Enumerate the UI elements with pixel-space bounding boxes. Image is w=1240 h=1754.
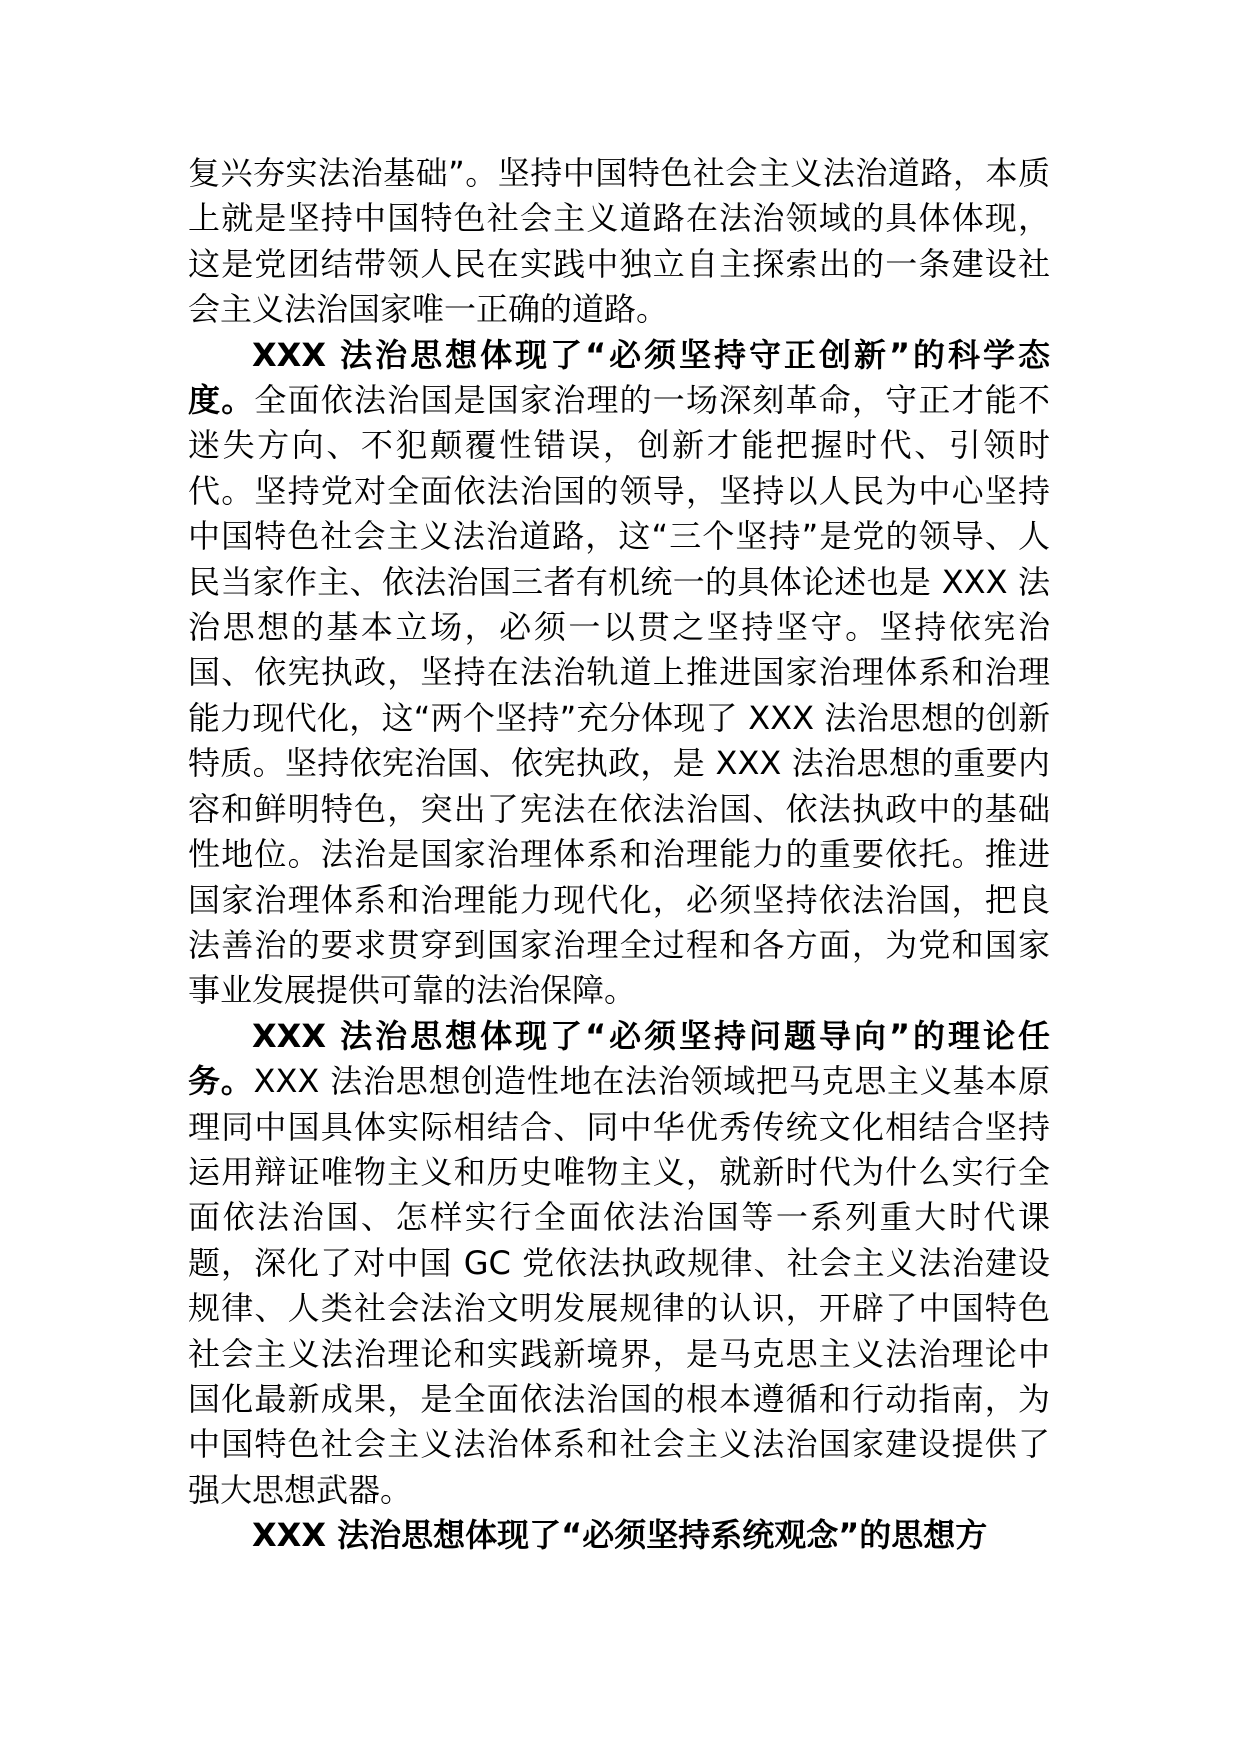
- paragraph-systems-concept: [188, 1513, 1050, 1558]
- paragraph-heading: XXX 法治思想体现了“必须坚持系统观念”的思想方: [252, 1516, 988, 1555]
- paragraph-continuation: [188, 151, 1050, 333]
- document-body: [188, 151, 1050, 1559]
- paragraph-problem-orientation: [188, 1014, 1050, 1513]
- paragraph-innovation: [188, 333, 1050, 1014]
- paragraph-text: XXX 法治思想创造性地在法治领域把马克思主义基本原理同中国具体实际相结合、同中华优秀传统文化相结合坚持运用辩证唯物主义和历史唯物主义，就新时代为什么实行全面依法治国、怎样实行全面依法治国等一系列重大时代课题，深化了对中国 GC 党依法执政规律、社会主义法治建设规律、人类社会法治文明发展规律的认识，开辟了中国特色社会主义法治理论和实践新境界，是马克思主义法治理论中国化最新成果，是全面依法治国的根本遵循和行动指南，为中国特色社会主义法治体系和社会主义法治国家建设提供了强大思想武器。: [188, 1062, 1050, 1509]
- paragraph-text: 复兴夯实法治基础”。坚持中国特色社会主义法治道路，本质上就是坚持中国特色社会主义道路在法治领域的具体体现，这是党团结带领人民在实践中独立自主探索出的一条建设社会主义法治国家唯一正确的道路。: [188, 154, 1050, 329]
- paragraph-heading: XXX 法治思想体现了“必须坚持守正创新”的科学态度。: [188, 335, 1050, 420]
- paragraph-heading: XXX 法治思想体现了“必须坚持问题导向”的理论任务。: [188, 1016, 1050, 1101]
- paragraph-text: 全面依法治国是国家治理的一场深刻革命，守正才能不迷失方向、不犯颠覆性错误，创新才能把握时代、引领时代。坚持党对全面依法治国的领导，坚持以人民为中心坚持中国特色社会主义法治道路，这“三个坚持”是党的领导、人民当家作主、依法治国三者有机统一的具体论述也是 XXX 法治思想的基本立场，必须一以贯之坚持坚守。坚持依宪治国、依宪执政，坚持在法治轨道上推进国家治理体系和治理能力现代化，这“两个坚持”充分体现了 XXX 法治思想的创新特质。坚持依宪治国、依宪执政，是 XXX 法治思想的重要内容和鲜明特色，突出了宪法在依法治国、依法执政中的基础性地位。法治是国家治理体系和治理能力的重要依托。推进国家治理体系和治理能力现代化，必须坚持依法治国，把良法善治的要求贯穿到国家治理全过程和各方面，为党和国家事业发展提供可靠的法治保障。: [188, 381, 1050, 1010]
